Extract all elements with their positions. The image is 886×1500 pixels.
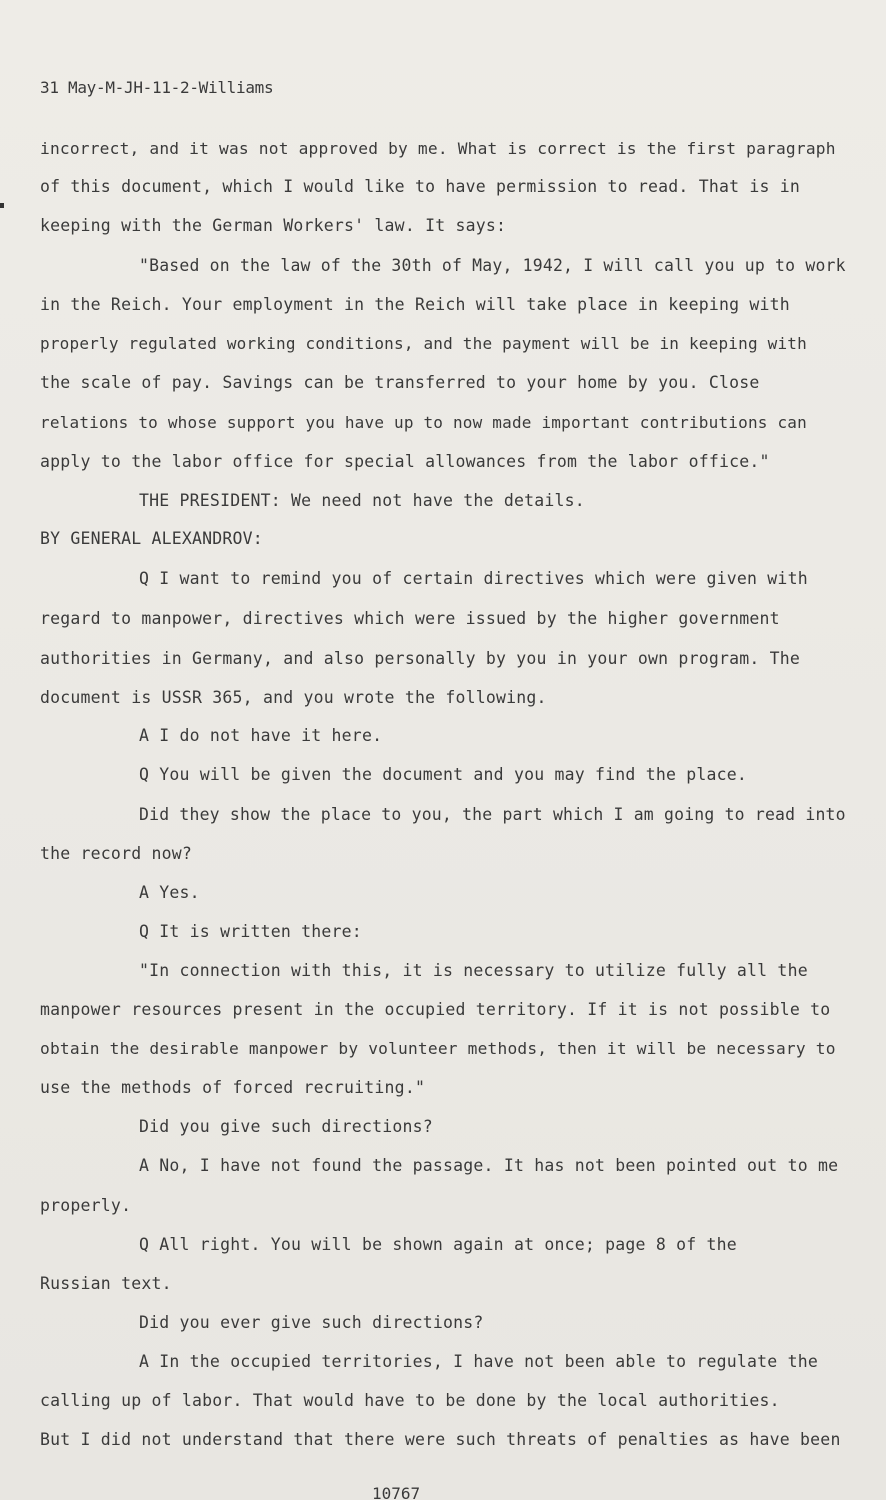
text-line: Q All right. You will be shown again at once; page 8 of the [139,1235,737,1254]
text-line: Q It is written there: [139,922,362,941]
text-line: "Based on the law of the 30th of May, 1942, I will call you up to work [139,256,846,275]
text-line: authorities in Germany, and also personally by you in your own program. The [40,649,801,668]
margin-mark [0,203,4,208]
text-line: properly regulated working conditions, and the payment will be in keeping with [40,334,807,353]
page-header-reference: 31 May-M-JH-11-2-Williams [40,78,274,97]
text-line: of this document, which I would like to have permission to read. That is in [40,177,801,196]
text-line: regard to manpower, directives which were issued by the higher government [40,609,780,628]
text-line: calling up of labor. That would have to be done by the local authorities. [40,1391,780,1410]
text-line: apply to the labor office for special allowances from the labor office." [40,452,770,471]
page-number: 10767 [372,1484,421,1500]
text-line: Q I want to remind you of certain directives which were given with [139,569,808,588]
text-line: A Yes. [139,883,200,902]
text-line: incorrect, and it was not approved by me. What is correct is the first paragraph [40,139,836,158]
text-line: A In the occupied territories, I have not been able to regulate the [139,1352,818,1371]
text-line: manpower resources present in the occupied territory. If it is not possible to [40,1000,831,1019]
text-line: Did you ever give such directions? [139,1313,484,1332]
text-line: THE PRESIDENT: We need not have the details. [139,491,585,510]
text-line: A No, I have not found the passage. It has not been pointed out to me [139,1156,839,1175]
text-line: keeping with the German Workers' law. It says: [40,216,507,235]
text-line: Did you give such directions? [139,1117,433,1136]
text-line: "In connection with this, it is necessary to utilize fully all the [139,961,808,980]
text-line: relations to whose support you have up to now made important contributions can [40,413,807,432]
text-line: use the methods of forced recruiting." [40,1078,426,1097]
text-line: Q You will be given the document and you may find the place. [139,765,748,784]
text-line: document is USSR 365, and you wrote the following. [40,688,547,707]
text-line: Russian text. [40,1274,172,1293]
text-line: But I did not understand that there were such threats of penalties as have been [40,1430,841,1449]
text-line: properly. [40,1196,132,1215]
text-line: the record now? [40,844,193,863]
text-line: in the Reich. Your employment in the Reich will take place in keeping with [40,295,790,314]
text-line: Did they show the place to you, the part which I am going to read into [139,805,846,824]
text-line: BY GENERAL ALEXANDROV: [40,529,263,548]
text-line: A I do not have it here. [139,726,383,745]
text-line: the scale of pay. Savings can be transferred to your home by you. Close [40,373,760,392]
text-line: obtain the desirable manpower by volunteer methods, then it will be necessary to [40,1039,836,1058]
